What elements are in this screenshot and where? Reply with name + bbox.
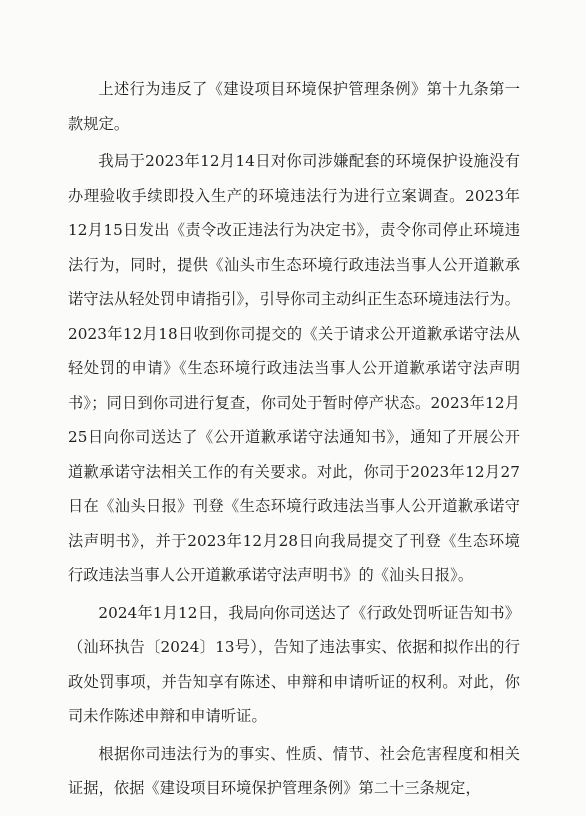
paragraph-hearing-notice: 2024年1月12日，我局向你司送达了《行政处罚听证告知书》（汕环执告〔2024〕13号），告知了违法事实、依据和拟作出的行政处罚事项，并告知享有陈述、申辩和申请听证的权利。对此，你司未作陈述申辩和申请听证。 (68, 603, 520, 725)
paragraph-violation: 上述行为违反了《建设项目环境保护管理条例》第十九条第一款规定。 (68, 80, 520, 133)
paragraph-investigation: 我局于2023年12月14日对你司涉嫌配套的环境保护设施没有办理验收手续即投入生产的环境违法行为进行立案调查。2023年12月15日发出《责令改正违法行为决定书》，责令你司停止环境违法行为，同时，提供《汕头市生态环境行政违法当事人公开道歉承诺守法从轻处罚申请指引》，引导你司主动纠正生态环境违法行为。2023年12月18日收到你司提交的《关于请求公开道歉承诺守法从轻处罚的申请》《生态环境行政违法当事人公开道歉承诺守法声明书》；同日到你司进行复查，你司处于暂时停产状态。2023年12月25日向你司送达了《公开道歉承诺守法通知书》，通知了开展公开道歉承诺守法相关工作的有关要求。对此，你司于2023年12月27日在《汕头日报》刊登《生态环境行政违法当事人公开道歉承诺守法声明书》，并于2023年12月28日向我局提交了刊登《生态环境行政违法当事人公开道歉承诺守法声明书》的《汕头日报》。 (68, 152, 520, 584)
paragraph-penalty-basis: 根据你司违法行为的事实、性质、情节、社会危害程度和相关证据，依据《建设项目环境保护管理条例》第二十三条规定， (68, 744, 520, 797)
document-body (68, 72, 520, 806)
